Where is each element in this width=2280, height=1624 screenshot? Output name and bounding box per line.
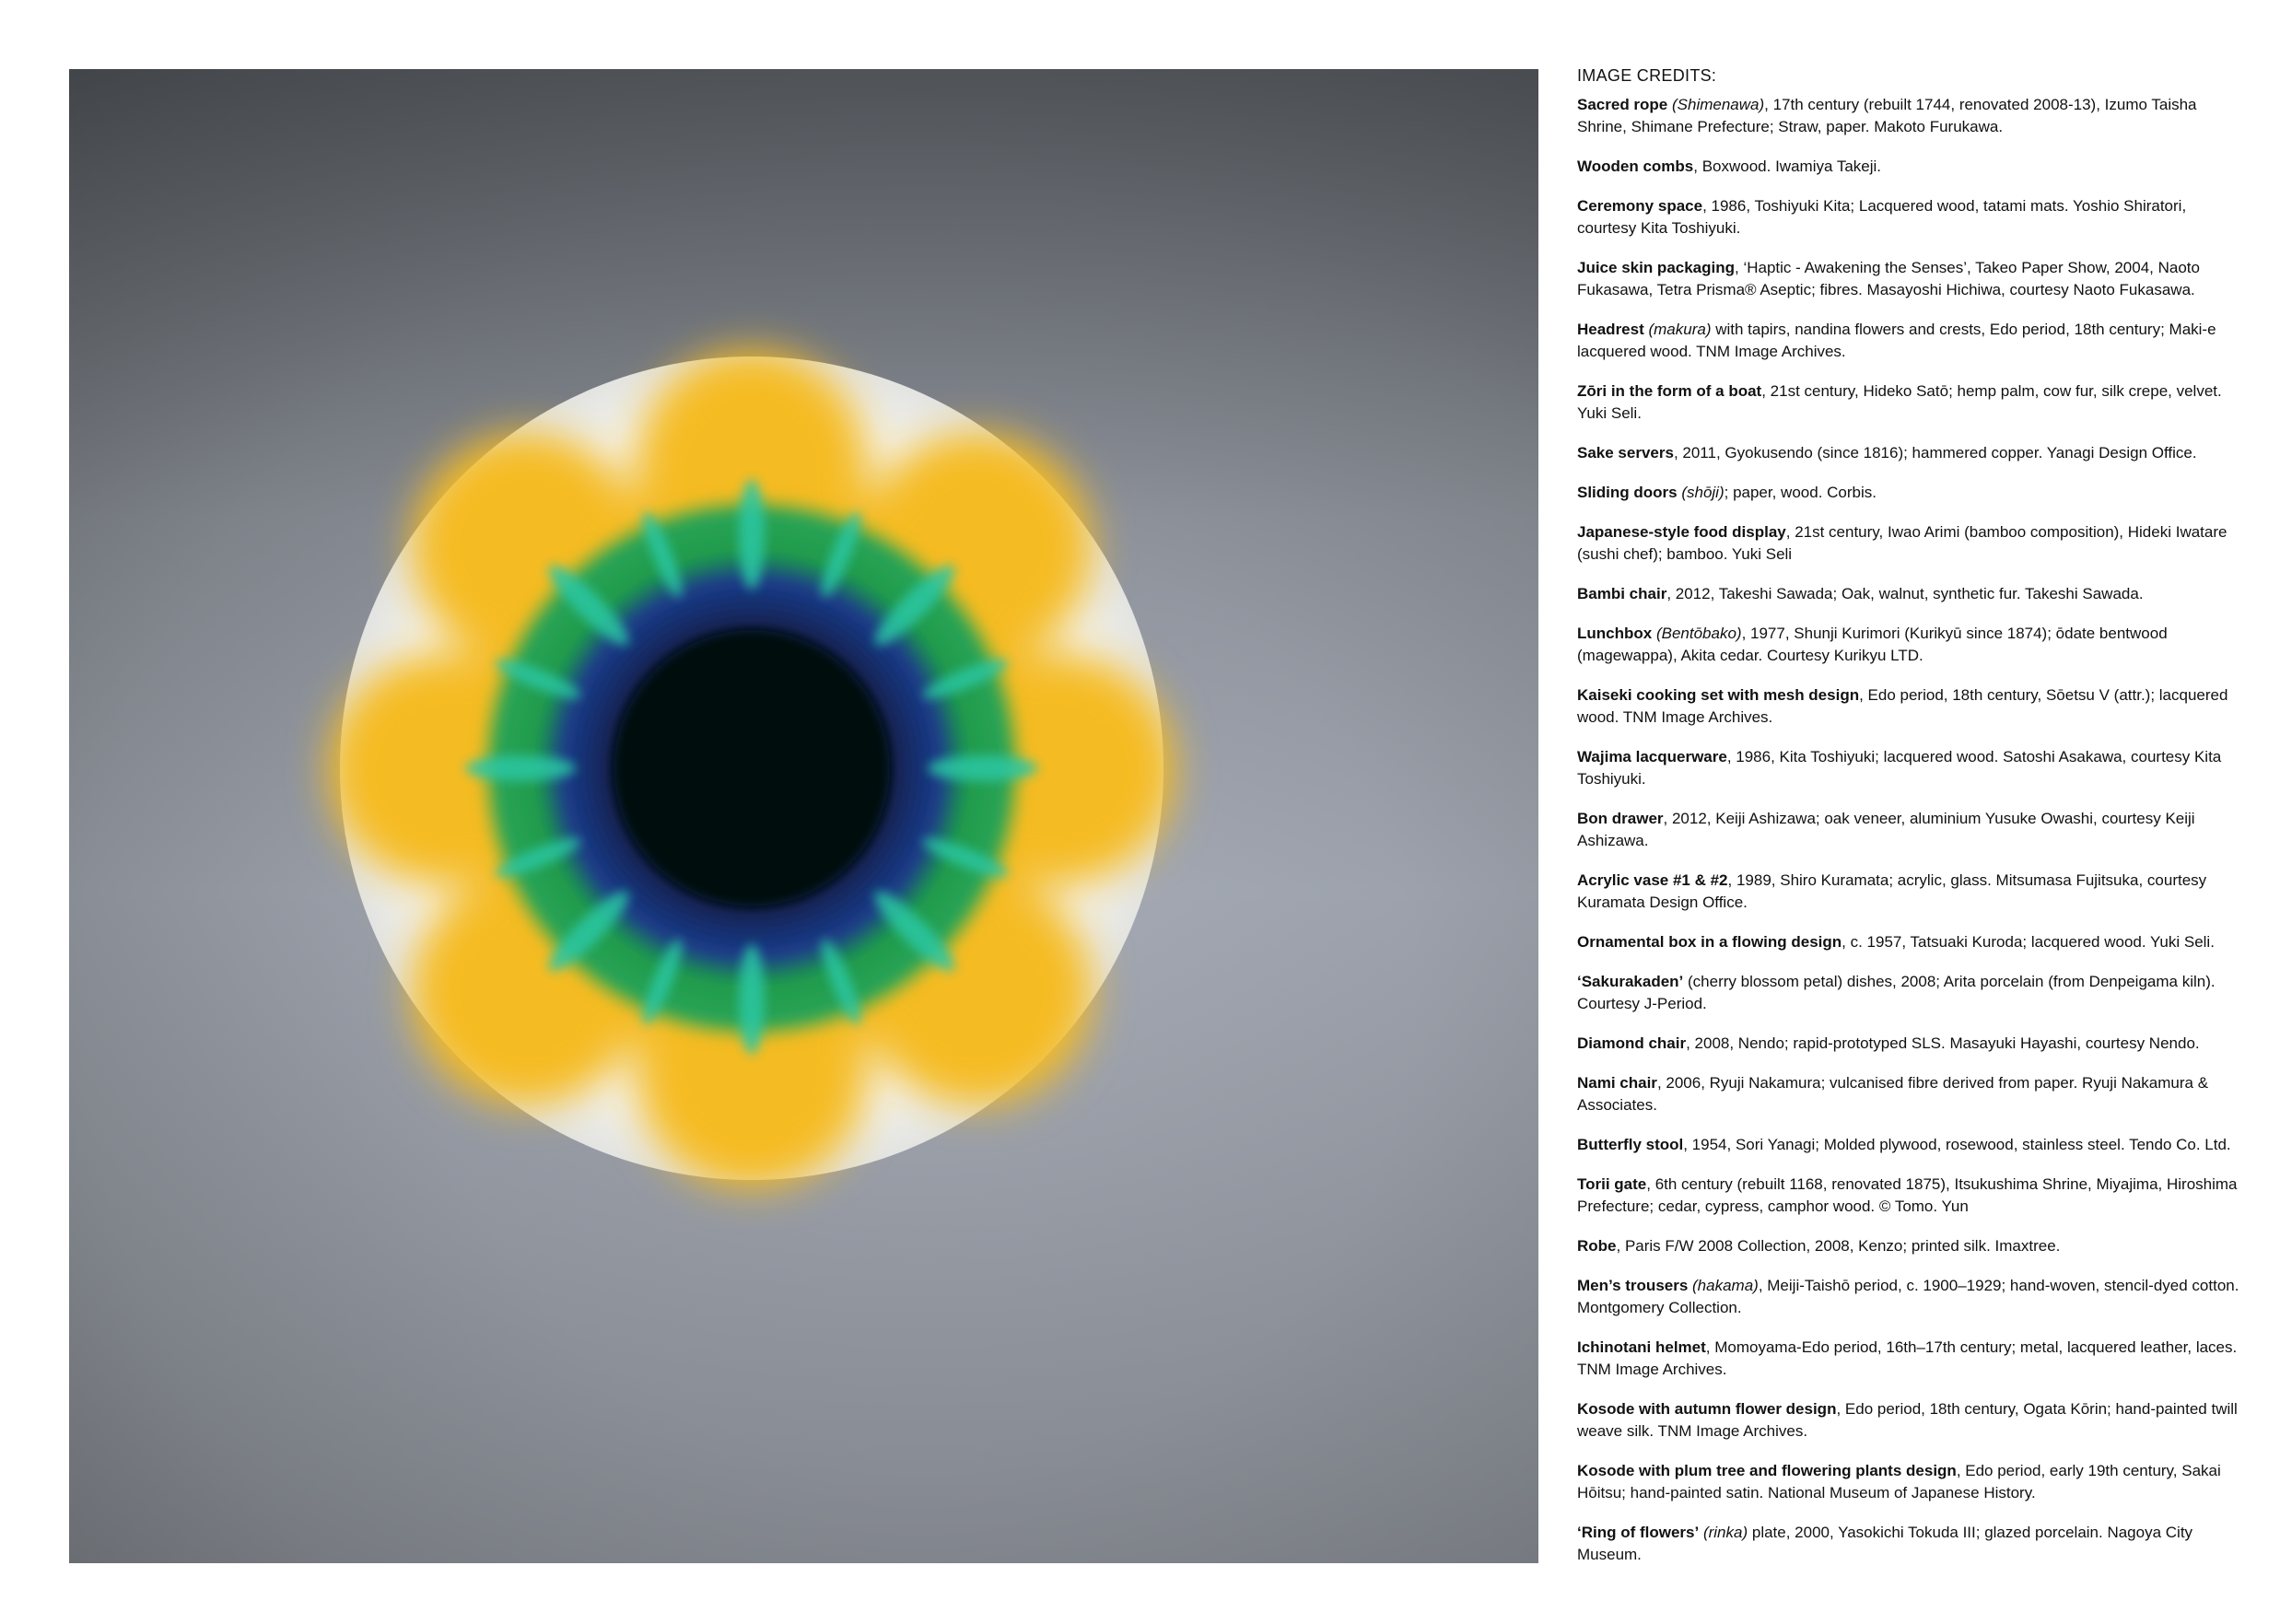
credit-details: , 1977, Shunji Kurimori (Kurikyū since 1874); ōdate bentwood (magewappa), Akita cedar. Courtesy Kurikyu LTD.	[1577, 625, 2168, 664]
credit-details: , 1954, Sori Yanagi; Molded plywood, rosewood, stainless steel. Tendo Co. Ltd.	[1683, 1136, 2231, 1153]
credit-title: Lunchbox	[1577, 625, 1653, 642]
credit-title: Men’s trousers	[1577, 1277, 1689, 1294]
credit-entry	[1577, 521, 2245, 566]
credit-details: , Momoyama-Edo period, 16th–17th century; metal, lacquered leather, laces. TNM Image Archives.	[1577, 1338, 2238, 1378]
credit-title: Butterfly stool	[1577, 1136, 1684, 1153]
credit-details: , 2011, Gyokusendo (since 1816); hammered copper. Yanagi Design Office.	[1673, 444, 2197, 461]
credit-details: , 1986, Kita Toshiyuki; lacquered wood. Satoshi Asakawa, courtesy Kita Toshiyuki.	[1577, 748, 2222, 788]
credit-title: Bambi chair	[1577, 585, 1667, 602]
credit-title: Ceremony space	[1577, 197, 1703, 215]
credit-italic-term: (Bentōbako)	[1652, 625, 1742, 642]
credit-entry	[1577, 1522, 2245, 1566]
credit-details: , Edo period, 18th century, Sōetsu V (attr.); lacquered wood. TNM Image Archives.	[1577, 686, 2228, 726]
credit-details: (cherry blossom petal) dishes, 2008; Arita porcelain (from Denpeigama kiln). Courtesy J-Period.	[1577, 973, 2216, 1012]
credit-details: , 1989, Shiro Kuramata; acrylic, glass. Mitsumasa Fujitsuka, courtesy Kuramata Design Office.	[1577, 871, 2207, 911]
credit-title: Ichinotani helmet	[1577, 1338, 1706, 1356]
credit-entry	[1577, 1174, 2245, 1218]
credit-entry	[1577, 195, 2245, 240]
credit-title: Zōri in the form of a boat	[1577, 382, 1762, 400]
credit-entry	[1577, 257, 2245, 301]
credit-details: with tapirs, nandina flowers and crests, Edo period, 18th century; Maki-e lacquered wood. TNM Image Archives.	[1577, 321, 2216, 360]
credit-title: Bon drawer	[1577, 810, 1664, 827]
credit-entry	[1577, 1134, 2245, 1156]
credit-title: Nami chair	[1577, 1074, 1657, 1092]
credit-title: Kosode with autumn flower design	[1577, 1400, 1837, 1418]
credit-italic-term: (rinka)	[1699, 1524, 1748, 1541]
credit-title: Sliding doors	[1577, 484, 1678, 501]
credit-details: , Boxwood. Iwamiya Takeji.	[1693, 158, 1882, 175]
credit-title: Ornamental box in a flowing design	[1577, 933, 1842, 951]
credit-details: , Paris F/W 2008 Collection, 2008, Kenzo; printed silk. Imaxtree.	[1616, 1237, 2061, 1255]
credit-title: Wooden combs	[1577, 158, 1694, 175]
credit-title: Sake servers	[1577, 444, 1674, 461]
credit-title: Japanese-style food display	[1577, 523, 1786, 541]
credit-details: , ‘Haptic - Awakening the Senses’, Takeo Paper Show, 2004, Naoto Fukasawa, Tetra Prisma® Aseptic; fibres. Masayoshi Hichiwa, courtesy Naoto Fukasawa.	[1577, 259, 2200, 298]
credit-title: Juice skin packaging	[1577, 259, 1736, 276]
credit-italic-term: (shōji)	[1677, 484, 1725, 501]
credit-details: , 17th century (rebuilt 1744, renovated 2008-13), Izumo Taisha Shrine, Shimane Prefecture; Straw, paper. Makoto Furukawa.	[1577, 96, 2197, 135]
credit-entry	[1577, 94, 2245, 138]
credit-details: , 21st century, Iwao Arimi (bamboo composition), Hideki Iwatare (sushi chef); bamboo. Yuki Seli	[1577, 523, 2227, 563]
credit-entry	[1577, 1398, 2245, 1443]
credit-details: , Meiji-Taishō period, c. 1900–1929; hand-woven, stencil-dyed cotton. Montgomery Collection.	[1577, 1277, 2239, 1316]
credit-title: Kosode with plum tree and flowering plants design	[1577, 1462, 1957, 1479]
credit-details: plate, 2000, Yasokichi Tokuda III; glazed porcelain. Nagoya City Museum.	[1577, 1524, 2193, 1563]
credit-details: , c. 1957, Tatsuaki Kuroda; lacquered wood. Yuki Seli.	[1842, 933, 2215, 951]
credit-entry	[1577, 482, 2245, 504]
credit-details: , 2012, Takeshi Sawada; Oak, walnut, synthetic fur. Takeshi Sawada.	[1666, 585, 2144, 602]
credit-entry	[1577, 808, 2245, 852]
credit-entry	[1577, 380, 2245, 425]
credit-details: , 2012, Keiji Ashizawa; oak veneer, aluminium Yusuke Owashi, courtesy Keiji Ashizawa.	[1577, 810, 2195, 849]
credit-entry	[1577, 156, 2245, 178]
credit-title: Sacred rope	[1577, 96, 1668, 113]
credit-details: , 6th century (rebuilt 1168, renovated 1875), Itsukushima Shrine, Miyajima, Hiroshima Prefecture; cedar, cypress, camphor wood. © Tomo. Yun	[1577, 1175, 2238, 1215]
credit-title: Torii gate	[1577, 1175, 1647, 1193]
credit-title: Kaiseki cooking set with mesh design	[1577, 686, 1860, 704]
credit-details: , 2006, Ryuji Nakamura; vulcanised fibre derived from paper. Ryuji Nakamura & Associates.	[1577, 1074, 2209, 1114]
credit-entry	[1577, 971, 2245, 1015]
ring-of-flowers-plate-image	[69, 69, 1538, 1563]
credit-entry	[1577, 1235, 2245, 1257]
plate-photograph	[69, 69, 1538, 1563]
credit-details: , Edo period, early 19th century, Sakai Hōitsu; hand-painted satin. National Museum of Japanese History.	[1577, 1462, 2221, 1501]
credit-entry	[1577, 1072, 2245, 1116]
credit-entry	[1577, 319, 2245, 363]
credit-entry	[1577, 623, 2245, 667]
credit-details: , 2008, Nendo; rapid-prototyped SLS. Masayuki Hayashi, courtesy Nendo.	[1686, 1034, 2200, 1052]
credit-entry	[1577, 1033, 2245, 1055]
credit-title: Robe	[1577, 1237, 1617, 1255]
credit-italic-term: (makura)	[1643, 321, 1712, 338]
credit-title: Wajima lacquerware	[1577, 748, 1727, 765]
credit-details: , 1986, Toshiyuki Kita; Lacquered wood, tatami mats. Yoshio Shiratori, courtesy Kita Toshiyuki.	[1577, 197, 2187, 237]
credit-entry	[1577, 442, 2245, 464]
credits-heading: IMAGE CREDITS:	[1577, 66, 1717, 85]
credit-details: , 21st century, Hideko Satō; hemp palm, cow fur, silk crepe, velvet. Yuki Seli.	[1577, 382, 2222, 422]
credit-details: ; paper, wood. Corbis.	[1724, 484, 1877, 501]
credit-italic-term: (hakama)	[1688, 1277, 1759, 1294]
credit-title: ‘Ring of flowers’	[1577, 1524, 1700, 1541]
credit-entry	[1577, 583, 2245, 605]
credit-entry	[1577, 1460, 2245, 1504]
credit-entry	[1577, 1275, 2245, 1319]
credit-title: Diamond chair	[1577, 1034, 1687, 1052]
credit-entry	[1577, 931, 2245, 953]
credit-title: Headrest	[1577, 321, 1644, 338]
credit-title: ‘Sakurakaden’	[1577, 973, 1684, 990]
image-credits	[1577, 64, 2245, 1583]
credits-list	[1577, 94, 2245, 1566]
credit-details: , Edo period, 18th century, Ogata Kōrin; hand-painted twill weave silk. TNM Image Archives.	[1577, 1400, 2238, 1440]
credit-entry	[1577, 1337, 2245, 1381]
dark-center	[614, 630, 890, 906]
credit-title: Acrylic vase #1 & #2	[1577, 871, 1728, 889]
credit-entry	[1577, 870, 2245, 914]
credit-entry	[1577, 746, 2245, 790]
credit-entry	[1577, 684, 2245, 729]
credit-italic-term: (Shimenawa)	[1667, 96, 1765, 113]
